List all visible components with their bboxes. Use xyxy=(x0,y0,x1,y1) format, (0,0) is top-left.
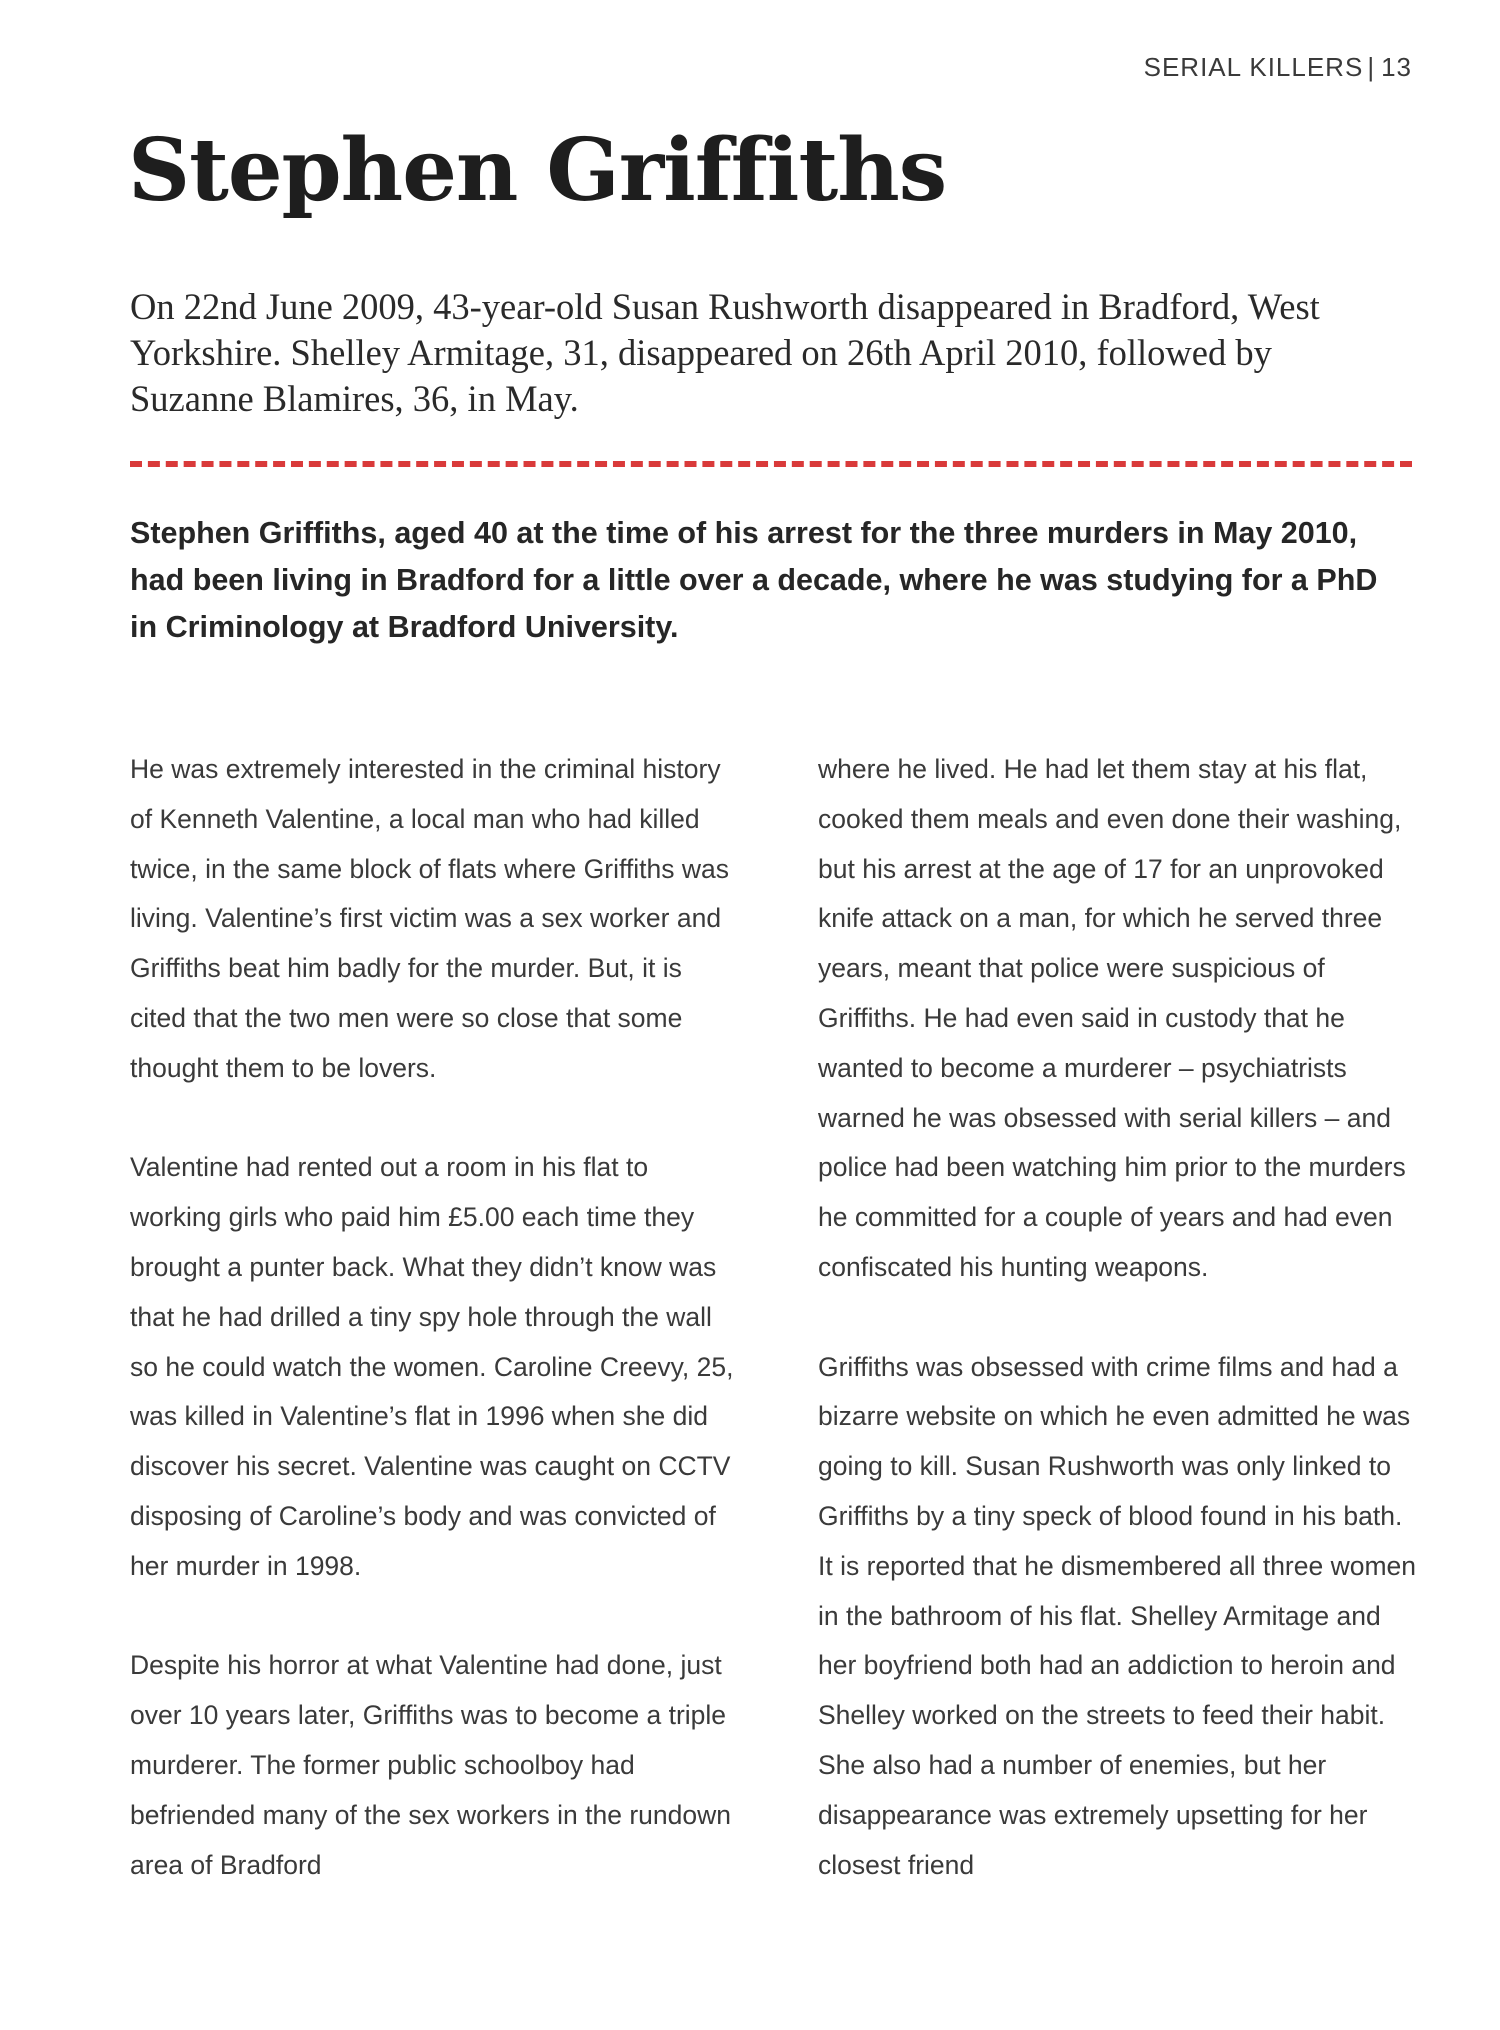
header-separator: | xyxy=(1367,52,1376,82)
body-paragraph: He was extremely interested in the criminal history of Kenneth Valentine, a local man who had killed twice, in the same block of flats where Griffiths was living. Valentine’s first victim was a sex worker and Griffiths beat him badly for the murder. But, it is cited that the two men were so close that some thought them to be lovers. xyxy=(130,754,729,1083)
body-paragraph: Valentine had rented out a room in his flat to working girls who paid him £5.00 each time they brought a punter back. What they didn’t know was that he had drilled a tiny spy hole through the wall so he could watch the women. Caroline Creevy, 25, was killed in Valentine’s flat in 1996 when she did discover his secret. Valentine was caught on CCTV disposing of Caroline’s body and was convicted of her murder in 1998. xyxy=(130,1152,734,1581)
red-dashed-divider xyxy=(130,461,1412,467)
right-column xyxy=(818,745,1423,1890)
standfirst: On 22nd June 2009, 43-year-old Susan Rushworth disappeared in Bradford, West Yorkshire. Shelley Armitage, 31, disappeared on 26th April 2010, followed by Suzanne Blamires, 36, in May. xyxy=(130,286,1320,419)
intro-paragraph: Stephen Griffiths, aged 40 at the time of his arrest for the three murders in May 2010, had been living in Bradford for a little over a decade, where he was studying for a PhD in Criminology at Bradford University. xyxy=(130,516,1378,644)
body-paragraph: Despite his horror at what Valentine had done, just over 10 years later, Griffiths was to become a triple murderer. The former public schoolboy had befriended many of the sex workers in the rundown area of Bradford xyxy=(130,1650,731,1880)
running-header xyxy=(1144,52,1412,83)
section-title: SERIAL KILLERS xyxy=(1143,52,1364,82)
body-paragraph: Griffiths was obsessed with crime films and had a bizarre website on which he even admitted he was going to kill. Susan Rushworth was only linked to Griffiths by a tiny speck of blood found in his bath. It is reported that he dismembered all three women in the bathroom of his flat. Shelley Armitage and her boyfriend both had an addiction to heroin and Shelley worked on the streets to feed their habit. She also had a number of enemies, but her disappearance was extremely upsetting for her closest friend xyxy=(818,1351,1417,1880)
left-column xyxy=(130,745,735,1890)
page-number: 13 xyxy=(1381,52,1412,82)
body-paragraph: where he lived. He had let them stay at his flat, cooked them meals and even done their washing, but his arrest at the age of 17 for an unprovoked knife attack on a man, for which he served three years, meant that police were suspicious of Griffiths. He had even said in custody that he wanted to become a murderer – psychiatrists warned he was obsessed with serial killers – and police had been watching him prior to the murders he committed for a couple of years and had even confiscated his hunting weapons. xyxy=(818,754,1406,1282)
article-title: Stephen Griffiths xyxy=(128,120,947,221)
